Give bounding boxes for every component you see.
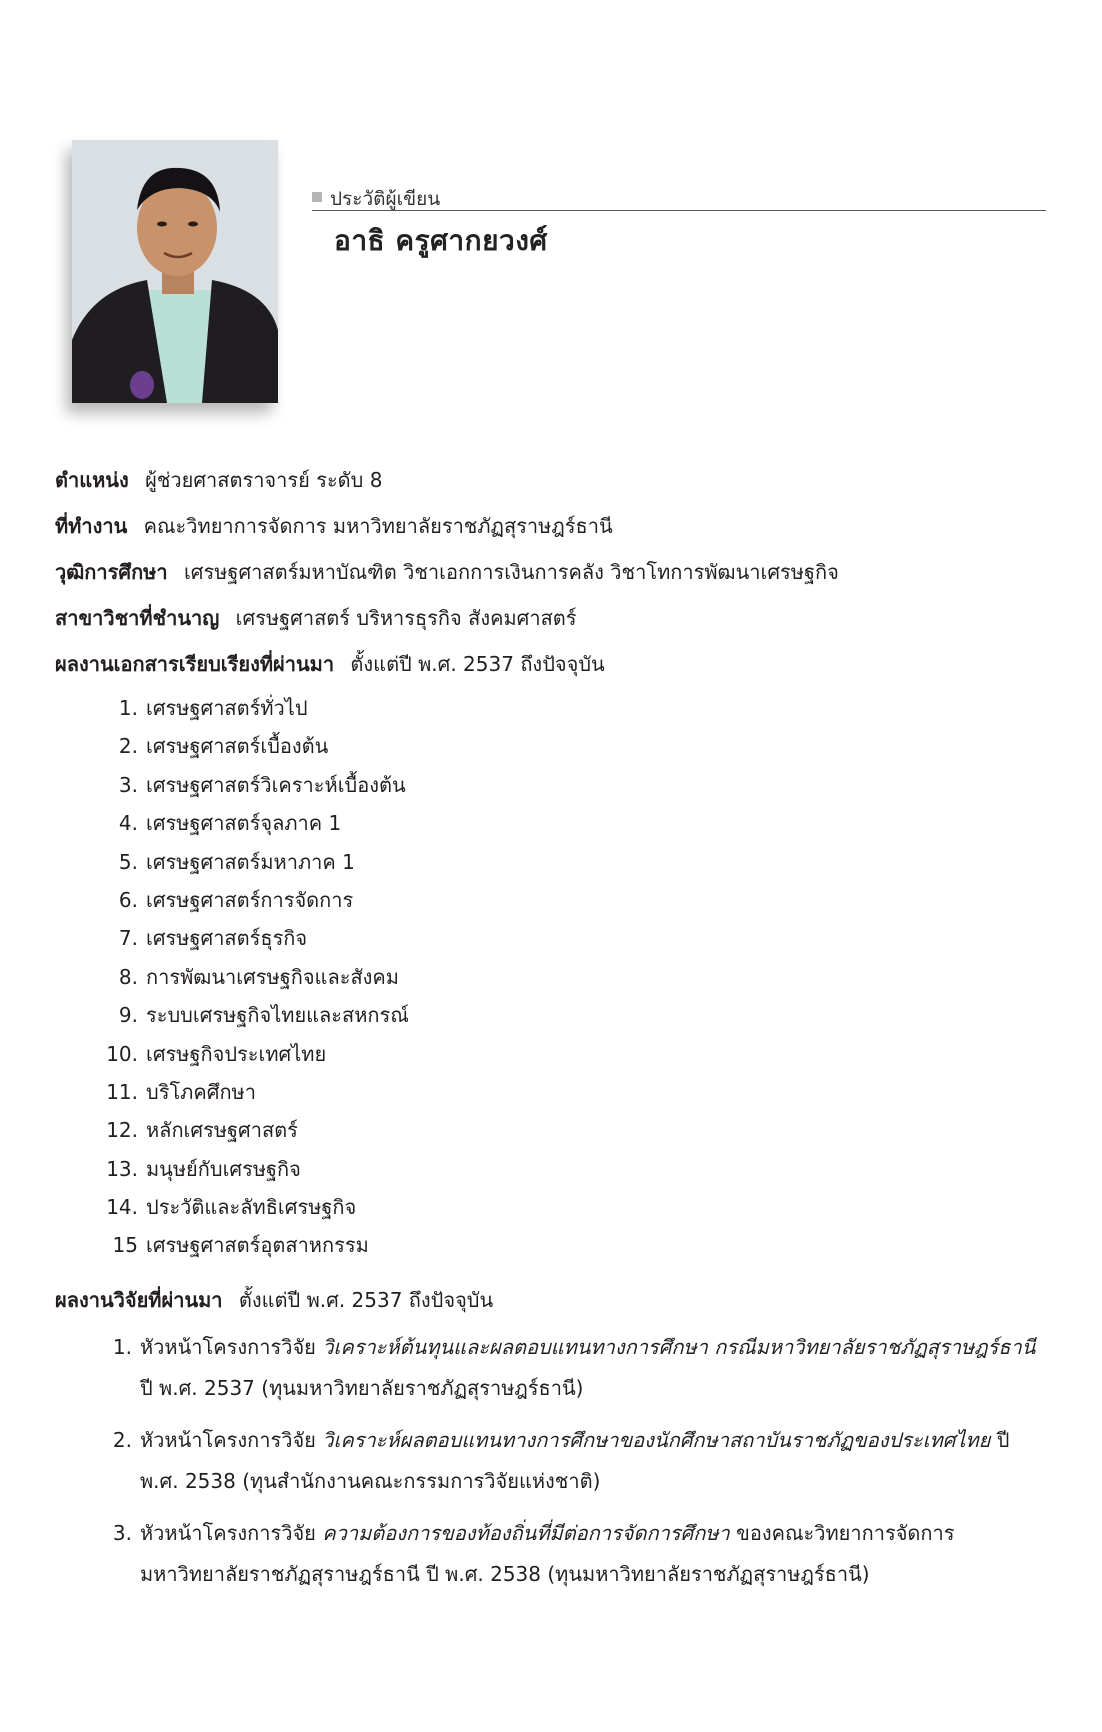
list-item-title: เศรษฐศาสตร์จุลภาค 1 — [146, 811, 342, 836]
research-item-number: 2. — [112, 1428, 132, 1452]
author-name: อาธิ ครูศากยวงศ์ — [334, 224, 548, 257]
research-item — [100, 1420, 1048, 1502]
info-position-label: ตำแหน่ง — [55, 468, 129, 492]
list-item-title: เศรษฐศาสตร์ธุรกิจ — [146, 926, 308, 951]
info-position — [55, 460, 1055, 506]
bio-label-row — [312, 183, 1046, 211]
list-item — [100, 1036, 1000, 1074]
list-item-number: 5. — [118, 849, 138, 874]
list-item-title: ประวัติและลัทธิเศรษฐกิจ — [146, 1195, 357, 1220]
info-expertise — [55, 598, 1055, 644]
list-item — [100, 882, 1000, 920]
publications-list — [100, 690, 1000, 1266]
author-photo — [72, 140, 278, 403]
list-item-title: เศรษฐศาสตร์การจัดการ — [146, 887, 354, 912]
list-item-title: เศรษฐกิจประเทศไทย — [146, 1041, 327, 1066]
list-item — [100, 728, 1000, 766]
list-item-number: 15 — [112, 1233, 138, 1258]
list-item-number: 2. — [118, 734, 138, 759]
list-item — [100, 1227, 1000, 1265]
research-list — [100, 1327, 1048, 1606]
info-education-value: เศรษฐศาสตร์มหาบัณฑิต วิชาเอกการเงินการคลัง วิชาโทการพัฒนาเศรษฐกิจ — [183, 560, 839, 584]
research-item-number: 1. — [112, 1335, 132, 1359]
list-item-title: ระบบเศรษฐกิจไทยและสหกรณ์ — [146, 1003, 409, 1028]
list-item-number: 14. — [106, 1195, 138, 1220]
info-workplace-label: ที่ทำงาน — [55, 514, 128, 538]
research-item-detail: ของคณะวิทยาการจัดการ มหาวิทยาลัยราชภัฏสุราษฎร์ธานี ปี พ.ศ. 2538 (ทุนมหาวิทยาลัยราชภัฏสุราษฎร์ธานี) — [140, 1521, 955, 1586]
list-item-title: เศรษฐศาสตร์วิเคราะห์เบื้องต้น — [146, 772, 406, 797]
info-expertise-label: สาขาวิชาที่ชำนาญ — [55, 606, 220, 630]
info-workplace-value: คณะวิทยาการจัดการ มหาวิทยาลัยราชภัฏสุราษฎร์ธานี — [143, 514, 613, 538]
research-item-title: วิเคราะห์ต้นทุนและผลตอบแทนทางการศึกษา กรณีมหาวิทยาลัยราชภัฏสุราษฎร์ธานี — [322, 1335, 1036, 1359]
research-item-title: ความต้องการของท้องถิ่นที่มีต่อการจัดการศึกษา — [322, 1521, 730, 1545]
research-item — [100, 1513, 1048, 1595]
author-portrait-image — [72, 140, 278, 403]
list-item-number: 3. — [118, 772, 138, 797]
list-item-title: เศรษฐศาสตร์มหาภาค 1 — [146, 849, 355, 874]
list-item-number: 4. — [118, 811, 138, 836]
info-publications-value: ตั้งแต่ปี พ.ศ. 2537 ถึงปัจจุบัน — [350, 652, 605, 676]
info-publications-label: ผลงานเอกสารเรียบเรียงที่ผ่านมา — [55, 652, 335, 676]
research-item-detail: ปี พ.ศ. 2537 (ทุนมหาวิทยาลัยราชภัฏสุราษฎร์ธานี) — [140, 1376, 584, 1400]
research-item-role: หัวหน้าโครงการวิจัย — [140, 1335, 316, 1359]
info-publications — [55, 644, 1055, 690]
list-item-number: 6. — [118, 887, 138, 912]
research-item-role: หัวหน้าโครงการวิจัย — [140, 1521, 316, 1545]
list-item — [100, 1151, 1000, 1189]
list-item — [100, 690, 1000, 728]
list-item — [100, 997, 1000, 1035]
research-label: ผลงานวิจัยที่ผ่านมา — [55, 1288, 223, 1312]
list-item-number: 12. — [106, 1118, 138, 1143]
research-item-role: หัวหน้าโครงการวิจัย — [140, 1428, 316, 1452]
list-item-number: 8. — [118, 964, 138, 989]
info-education-label: วุฒิการศึกษา — [55, 560, 168, 584]
info-position-value: ผู้ช่วยศาสตราจารย์ ระดับ 8 — [145, 468, 383, 492]
research-item-number: 3. — [112, 1521, 132, 1545]
list-item-title: บริโภคศึกษา — [146, 1079, 256, 1104]
list-item-number: 7. — [118, 926, 138, 951]
info-workplace — [55, 506, 1055, 552]
list-item-title: เศรษฐศาสตร์ทั่วไป — [146, 696, 308, 720]
list-item — [100, 959, 1000, 997]
bio-header — [312, 183, 1046, 263]
list-item — [100, 1074, 1000, 1112]
info-expertise-value: เศรษฐศาสตร์ บริหารธุรกิจ สังคมศาสตร์ — [235, 606, 577, 630]
research-heading — [55, 1280, 493, 1320]
author-info — [55, 460, 1055, 690]
list-item — [100, 920, 1000, 958]
list-item-number: 13. — [106, 1156, 138, 1181]
list-item — [100, 1189, 1000, 1227]
research-item-title: วิเคราะห์ผลตอบแทนทางการศึกษาของนักศึกษาสถาบันราชภัฏของประเทศไทย — [322, 1428, 991, 1452]
list-item-title: การพัฒนาเศรษฐกิจและสังคม — [146, 964, 399, 989]
list-item-title: เศรษฐศาสตร์เบื้องต้น — [146, 734, 329, 759]
list-item-number: 1. — [118, 696, 138, 720]
list-item-number: 9. — [118, 1003, 138, 1028]
list-item-title: มนุษย์กับเศรษฐกิจ — [146, 1156, 301, 1181]
research-item — [100, 1327, 1048, 1409]
list-item-title: เศรษฐศาสตร์อุตสาหกรรม — [146, 1233, 369, 1258]
bio-section-label: ประวัติผู้เขียน — [330, 188, 441, 210]
research-item-detail: ปี พ.ศ. 2538 (ทุนสำนักงานคณะกรรมการวิจัยแห่งชาติ) — [140, 1428, 1010, 1493]
list-item — [100, 844, 1000, 882]
research-period: ตั้งแต่ปี พ.ศ. 2537 ถึงปัจจุบัน — [238, 1288, 494, 1312]
list-item-number: 11. — [106, 1079, 138, 1104]
list-item — [100, 1112, 1000, 1150]
list-item — [100, 805, 1000, 843]
list-item — [100, 767, 1000, 805]
square-bullet-icon — [312, 192, 322, 202]
list-item-title: หลักเศรษฐศาสตร์ — [146, 1118, 298, 1143]
info-education — [55, 552, 1055, 598]
list-item-number: 10. — [106, 1041, 138, 1066]
